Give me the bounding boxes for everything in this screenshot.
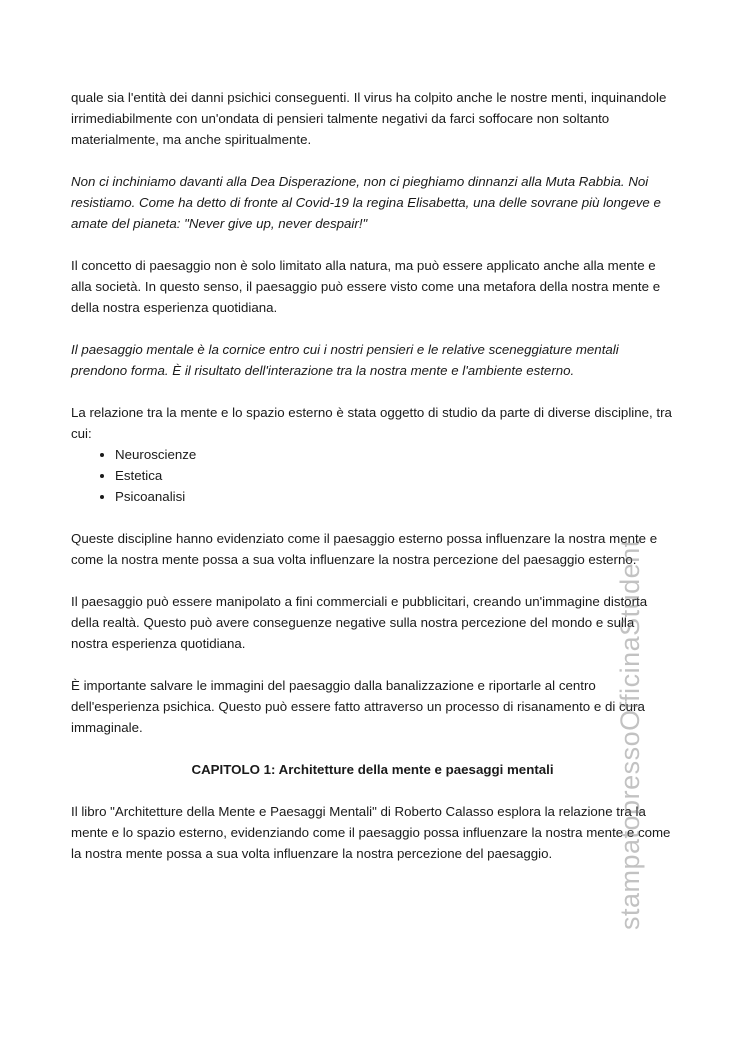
paragraph: È importante salvare le immagini del paesaggio dalla banalizzazione e riportarle al centro dell'esperienza psichica. Questo può essere fatto attraverso un processo di risanamento e di cura immaginale. bbox=[71, 678, 645, 735]
paragraph: La relazione tra la mente e lo spazio esterno è stata oggetto di studio da parte di diverse discipline, tra cui: bbox=[71, 405, 672, 441]
list-item: • Estetica bbox=[115, 465, 674, 486]
italic-paragraph: Il paesaggio mentale è la cornice entro cui i nostri pensieri e le relative sceneggiature mentali prendono forma. È il risultato dell'interazione tra la nostra mente e l'ambiente esterno. bbox=[71, 342, 619, 378]
disciplines-list bbox=[71, 444, 674, 507]
quote-paragraph: Non ci inchiniamo davanti alla Dea Disperazione, non ci pieghiamo dinnanzi alla Muta Rabbia. Noi resistiamo. Come ha detto di fronte al Covid-19 la regina Elisabetta, una delle sovrane più longeve e amate del pianeta: "Never give up, never despair!" bbox=[71, 174, 661, 231]
document-body bbox=[71, 87, 674, 885]
paragraph: Il paesaggio può essere manipolato a fini commerciali e pubblicitari, creando un'immagine distorta della realtà. Questo può avere conseguenze negative sulla nostra percezione del mondo e sulla nostra esperienza quotidiana. bbox=[71, 594, 648, 651]
paragraph: Il libro "Architetture della Mente e Paesaggi Mentali" di Roberto Calasso esplora la relazione tra la mente e lo spazio esterno, evidenziando come il paesaggio possa influenzare la nostra mente e come la nostra mente possa a sua volta influenzare la nostra percezione del paesaggio. bbox=[71, 804, 671, 861]
paragraph: quale sia l'entità dei danni psichici conseguenti. Il virus ha colpito anche le nostre menti, inquinandole irrimediabilmente con un'ondata di pensieri talmente negativi da farci soffocare non soltanto materialmente, ma anche spiritualmente. bbox=[71, 90, 667, 147]
list-item: • Psicoanalisi bbox=[115, 486, 674, 507]
chapter-heading: CAPITOLO 1: Architetture della mente e paesaggi mentali bbox=[191, 762, 554, 777]
paragraph: Il concetto di paesaggio non è solo limitato alla natura, ma può essere applicato anche alla mente e alla società. In questo senso, il paesaggio può essere visto come una metafora della nostra mente e della nostra esperienza quotidiana. bbox=[71, 258, 661, 315]
paragraph: Queste discipline hanno evidenziato come il paesaggio esterno possa influenzare la nostra mente e come la nostra mente possa a sua volta influenzare la nostra percezione del paesaggio esterno. bbox=[71, 531, 658, 567]
list-item: • Neuroscienze bbox=[115, 444, 674, 465]
watermark: stampatopressoOfficinaStudent bbox=[615, 539, 645, 930]
